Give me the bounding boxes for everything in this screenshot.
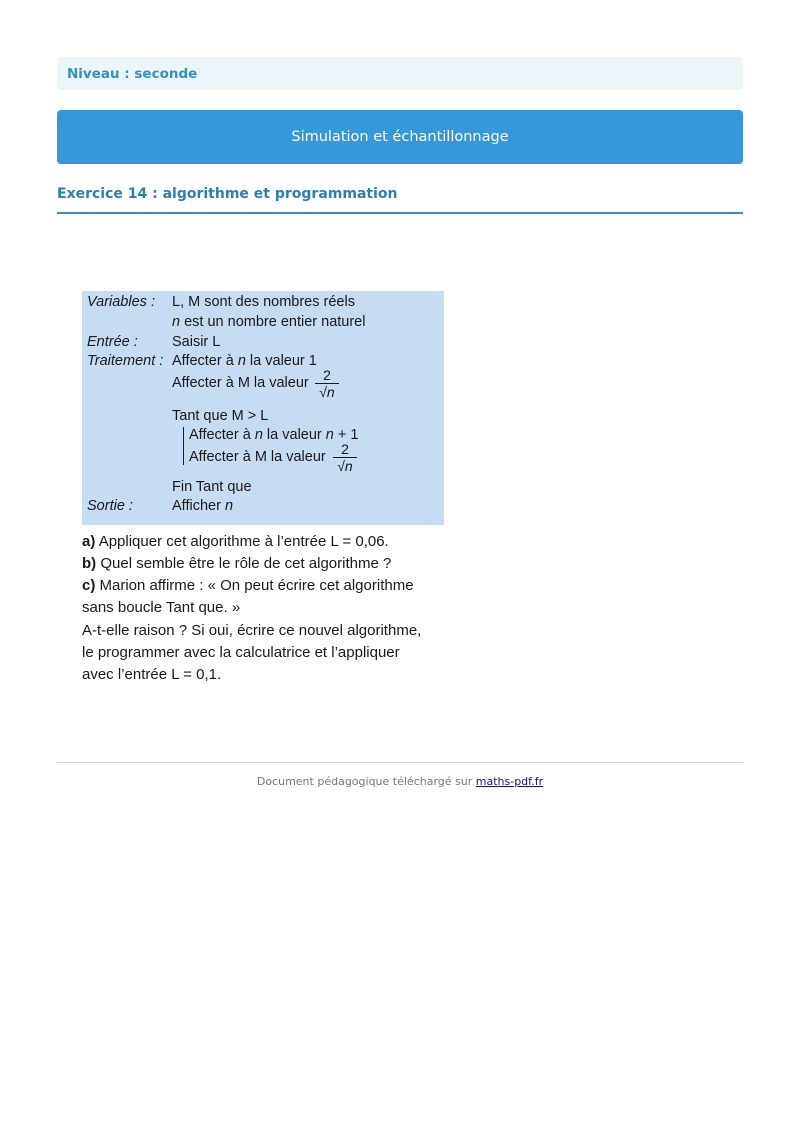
chapter-title: Simulation et échantillonnage (291, 129, 509, 145)
title-divider (57, 212, 743, 214)
input-text: Saisir L (172, 334, 221, 350)
output-label: Sortie : (87, 498, 133, 514)
fraction-2-over-sqrt-n-loop: 2 √n (332, 441, 358, 475)
output-text: Afficher n (172, 498, 234, 514)
variables-line-2: n est un nombre entier naturel (172, 314, 366, 330)
assign-m-line: Affecter à M la valeur (172, 375, 309, 391)
question-a: a) Appliquer cet algorithme à l’entrée L = 0,06. (82, 533, 389, 550)
loop-line-1: Affecter à n la valeur n + 1 (189, 427, 359, 443)
level-box (57, 57, 743, 90)
question-c-line-5: avec l’entrée L = 0,1. (82, 666, 222, 683)
exercise-title: Exercice 14 : algorithme et programmation (57, 186, 398, 202)
chapter-banner (57, 110, 743, 164)
footer-divider (57, 762, 743, 763)
footer (57, 775, 743, 788)
assign-n-line: Affecter à n la valeur 1 (172, 353, 317, 369)
question-c-line-3: A-t-elle raison ? Si oui, écrire ce nouvel algorithme, (82, 622, 422, 639)
input-label: Entrée : (87, 334, 138, 350)
question-c-line-2: sans boucle Tant que. » (82, 599, 241, 616)
level-label: Niveau : seconde (67, 65, 198, 82)
fraction-2-over-sqrt-n: 2 √n (314, 367, 340, 401)
variables-label: Variables : (87, 294, 155, 310)
footer-text: Document pédagogique téléchargé sur (256, 775, 476, 788)
question-b: b) Quel semble être le rôle de cet algorithme ? (82, 555, 392, 572)
footer-link[interactable]: maths-pdf.fr (475, 775, 544, 788)
algorithm-box (82, 291, 444, 525)
loop-bracket (183, 427, 184, 465)
while-condition: Tant que M > L (172, 408, 269, 424)
question-c-line-4: le programmer avec la calculatrice et l’appliquer (82, 644, 400, 661)
loop-line-2: Affecter à M la valeur (189, 449, 326, 465)
question-c: c) Marion affirme : « On peut écrire cet algorithme (82, 577, 414, 594)
processing-label: Traitement : (87, 353, 164, 369)
end-while: Fin Tant que (172, 479, 252, 495)
variables-line-1: L, M sont des nombres réels (172, 294, 355, 310)
